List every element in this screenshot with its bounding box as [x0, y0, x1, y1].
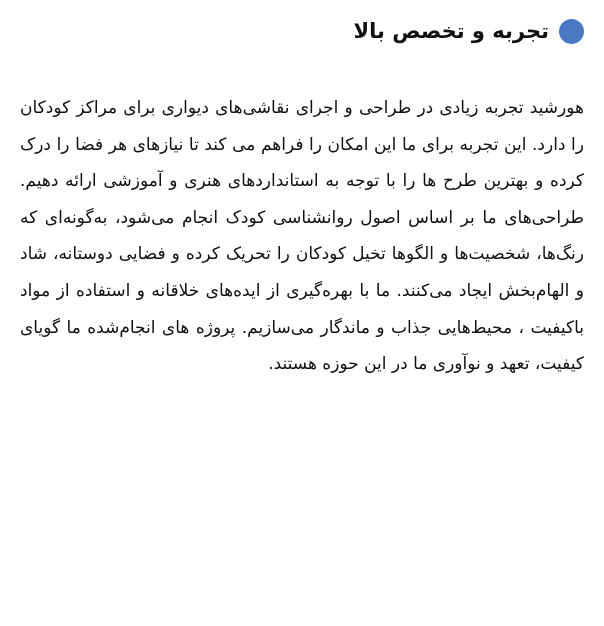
section-title: تجربه و تخصص بالا [353, 19, 549, 43]
bullet-dot-icon [559, 19, 584, 44]
section-header [20, 14, 584, 48]
body-paragraph: هورشید تجربه زیادی در طراحی و اجرای نقاشی‌های دیواری برای مراکز کودکان را دارد. این تجربه برای ما این امکان را فراهم می کند تا نیازهای هر فضا را درک کرده و بهترین طرح ها را با توجه به استانداردهای هنری و آموزشی ارائه دهیم. طراحی‌های ما بر اساس اصول روانشناسی کودک انجام می‌شود، به‌گونه‌ای که رنگ‌ها، شخصیت‌ها و الگوها تخیل کودکان را تحریک کرده و فضایی دوستانه، شاد و الهام‌بخش ایجاد می‌کنند. ما با بهره‌گیری از ایده‌های خلاقانه و استفاده از مواد باکیفیت ، محیط‌هایی جذاب و ماندگار می‌سازیم. پروژه های انجام‌شده ما گویای کیفیت، تعهد و نوآوری ما در این حوزه هستند. [20, 98, 584, 375]
